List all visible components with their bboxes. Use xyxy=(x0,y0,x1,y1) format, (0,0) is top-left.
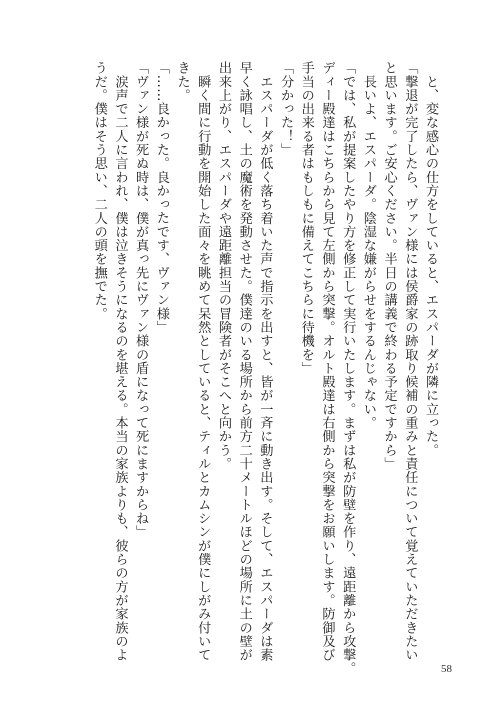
text-line: 長いよ、エスパーダ。陰湿な嫌がらせをするんじゃない。 xyxy=(360,61,376,430)
text-line: ディー殿達はこちらから見て左側から突撃。オルト殿達は右側から突撃をお願いします。防御及び xyxy=(319,61,335,662)
text-line: 出来上がり、エスパーダや遠距離担当の冒険者がそこへと向かう。 xyxy=(215,61,231,471)
text-line: 「……良かった。良かったです、ヴァン様」 xyxy=(153,61,169,334)
text-line: きた。 xyxy=(174,61,190,102)
text-line: 手当の出来る者はもしもに備えてこちらに待機を」 xyxy=(298,61,314,375)
text-line: うだ。僕はそう思い、二人の頭を撫でた。 xyxy=(91,61,107,321)
text-line: と、変な感心の仕方をしていると、エスパーダが隣に立った。 xyxy=(423,61,438,457)
text-line: 「撃退が完了したら、ヴァン様には侯爵家の跡取り候補の重みと責任について覚えていただきたい xyxy=(402,61,418,662)
page-number: 58 xyxy=(441,663,452,675)
text-line: エスパーダが低く落ち着いた声で指示を出すと、皆が一斉に動き出す。そして、エスパーダは素 xyxy=(257,61,273,662)
text-line: 「ヴァン様が死ぬ時は、僕が真っ先にヴァン様の盾になって死にますからね」 xyxy=(133,61,149,539)
text-line: 涙声で二人に言われ、僕は泣きそうになるのを堪える。本当の家族よりも、彼らの方が家族のよ xyxy=(112,61,128,662)
text-line: 「では、私が提案したやり方を修正して実行いたします。まずは私が防壁を作り、遠距離から攻撃。 xyxy=(340,61,356,676)
text-line: と思います。ご安心ください。半日の講義で終わる予定ですから」 xyxy=(381,61,397,471)
text-line: 早く詠唱し、土の魔術を発動させた。僕達のいる場所から前方二十メートルほどの場所に土の壁が xyxy=(236,61,252,662)
text-line: 「分かった！」 xyxy=(278,61,294,157)
text-line: 瞬く間に行動を開始した面々を眺めて呆然としていると、ティルとカムシンが僕にしがみ付いて xyxy=(195,61,211,662)
vertical-text-body xyxy=(88,61,440,676)
